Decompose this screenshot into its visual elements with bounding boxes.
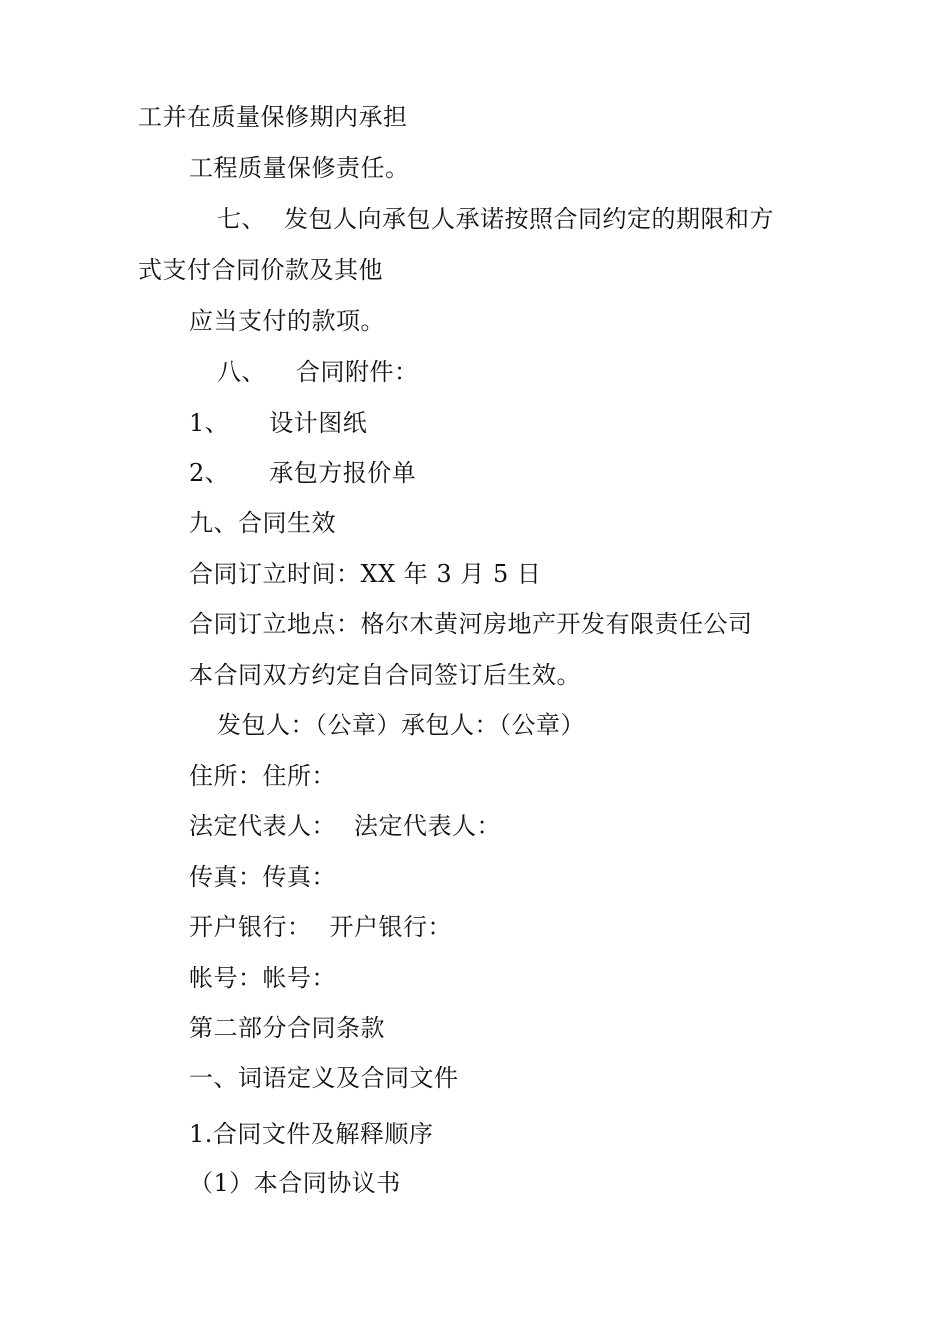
line-text: （1）本合同协议书 — [189, 1169, 401, 1197]
line-text: 法定代表人： — [189, 812, 336, 840]
signature-parties — [217, 710, 585, 740]
text-line — [138, 255, 383, 285]
section-heading — [189, 1063, 459, 1093]
bank-line — [189, 912, 452, 942]
fax-line — [189, 862, 336, 892]
line-text: 合同订立时间：XX 年 3 月 5 日 — [189, 560, 542, 588]
list-number: 2、 — [189, 459, 230, 487]
line-text: 发包人：（公章）承包人：（公章） — [217, 711, 585, 739]
text-line — [189, 153, 410, 183]
text-line — [189, 306, 385, 336]
line-text: 一、词语定义及合同文件 — [189, 1064, 459, 1092]
address-line — [189, 761, 336, 791]
line-text: 工并在质量保修期内承担 — [138, 103, 408, 131]
clause-number: 七、 — [217, 205, 266, 233]
clause-heading — [217, 204, 774, 234]
list-item — [189, 408, 367, 438]
line-text: 1.合同文件及解释顺序 — [189, 1120, 434, 1148]
list-text: 设计图纸 — [269, 409, 368, 437]
line-text: 开户银行： — [189, 913, 312, 941]
text-line — [138, 102, 408, 132]
section-heading — [189, 508, 336, 538]
list-text: 承包方报价单 — [269, 459, 417, 487]
line-text: 九、合同生效 — [189, 509, 336, 537]
list-number: 1、 — [189, 409, 230, 437]
line-text: 帐号：帐号： — [189, 964, 336, 992]
list-item — [189, 1168, 401, 1198]
line-text: 式支付合同价款及其他 — [138, 256, 383, 284]
line-text: 开户银行： — [329, 913, 452, 941]
part-heading — [189, 1013, 385, 1043]
contract-location — [189, 609, 753, 639]
contract-date — [189, 559, 541, 589]
line-text: 应当支付的款项。 — [189, 307, 385, 335]
line-text: 第二部分合同条款 — [189, 1014, 385, 1042]
line-text: 传真：传真： — [189, 863, 336, 891]
text-line — [189, 660, 581, 690]
line-text: 合同订立地点：格尔木黄河房地产开发有限责任公司 — [189, 610, 753, 638]
line-text: 住所：住所： — [189, 762, 336, 790]
clause-number: 八、 — [217, 358, 266, 386]
clause-text: 合同附件： — [296, 358, 419, 386]
account-line — [189, 963, 336, 993]
line-text: 工程质量保修责任。 — [189, 154, 410, 182]
clause-heading — [217, 357, 419, 387]
legal-rep-line — [189, 811, 501, 841]
clause-text: 发包人向承包人承诺按照合同约定的期限和方 — [284, 205, 774, 233]
list-item — [189, 458, 416, 488]
subsection-heading — [189, 1119, 433, 1149]
line-text: 法定代表人： — [354, 812, 501, 840]
line-text: 本合同双方约定自合同签订后生效。 — [189, 661, 581, 689]
